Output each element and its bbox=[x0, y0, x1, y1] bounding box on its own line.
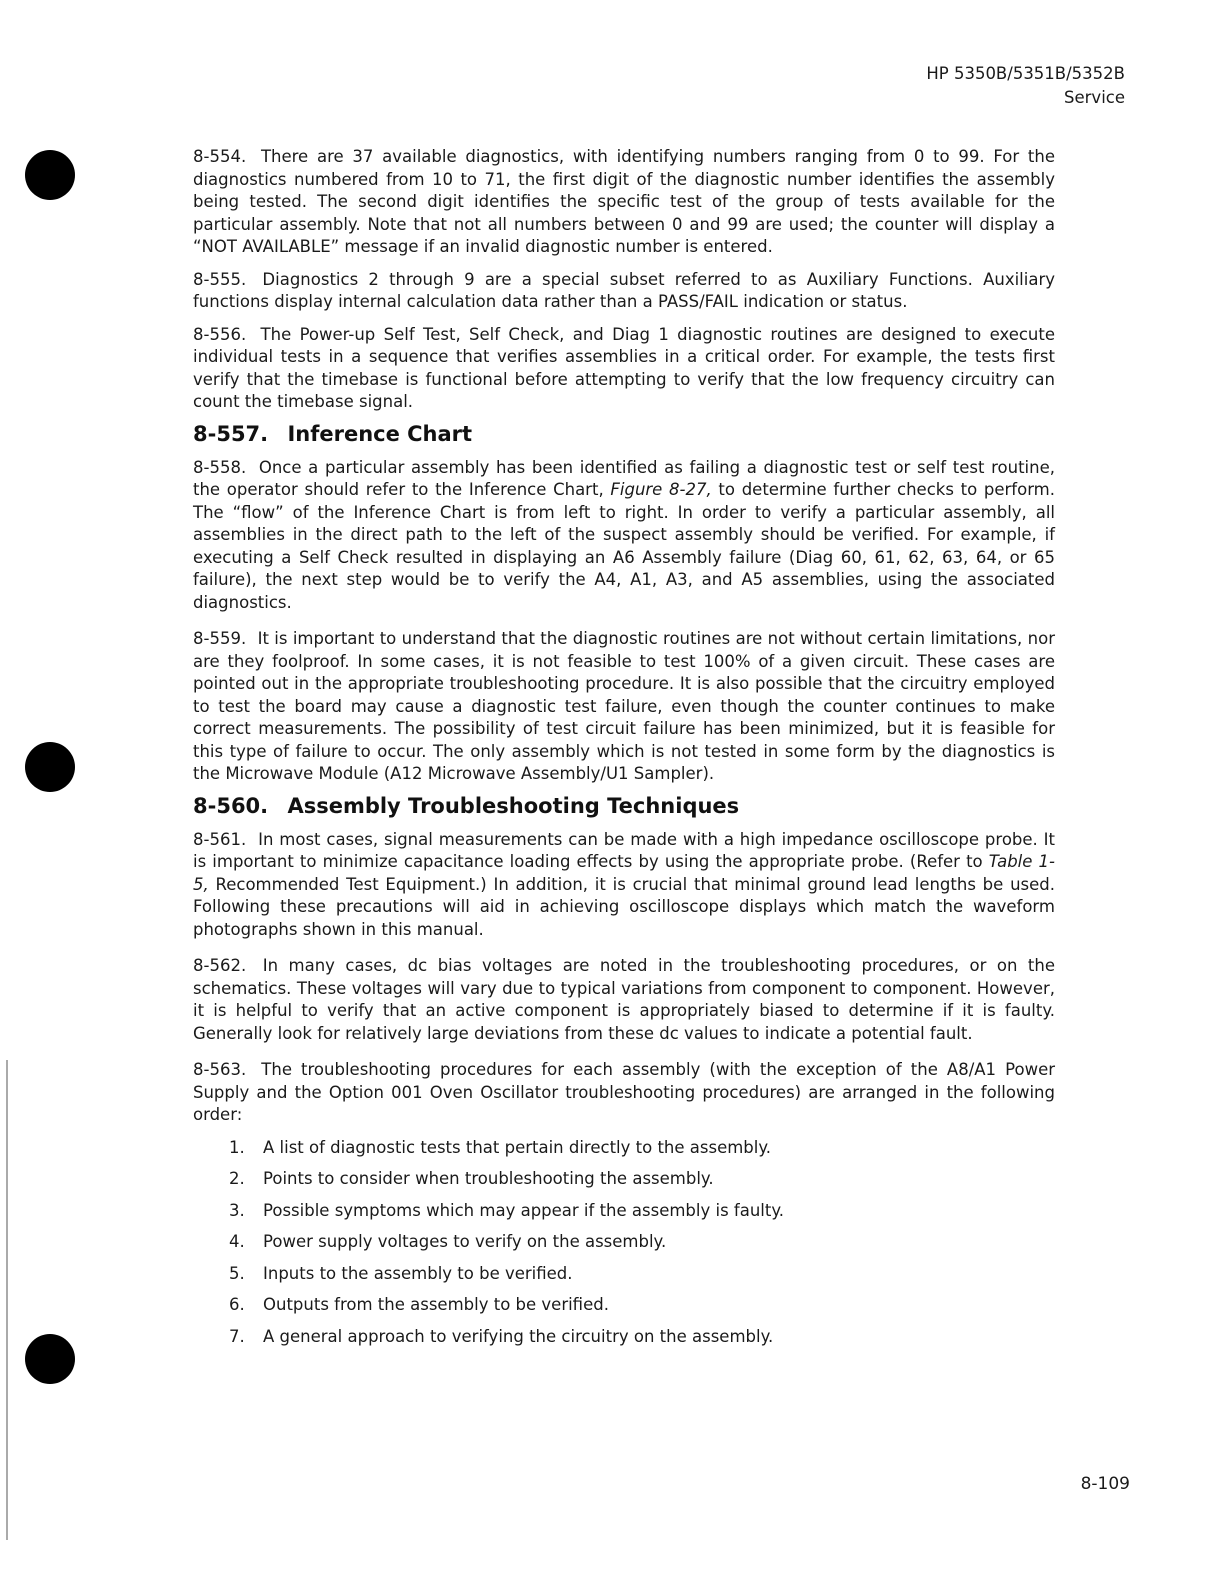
header-model: HP 5350B/5351B/5352B bbox=[926, 64, 1125, 83]
page-content bbox=[193, 146, 1055, 1357]
paragraph-number: 8-555. bbox=[193, 269, 247, 289]
binder-hole-bottom bbox=[25, 1334, 75, 1384]
paragraph-text: It is important to understand that the diagnostic routines are not without certain limitations, nor are they foolproof. In some cases, it is not feasible to test 100% of a given circuit. These cases are pointed out in the appropriate troubleshooting procedure. It is also possible that the circuitry employed to test the board may cause a diagnostic test failure, even though the counter continues to make correct measurements. The possibility of test circuit failure has been minimized, but it is feasible for this type of failure to occur. The only assembly which is not tested in some form by the diagnostics is the Microwave Module (A12 Microwave Assembly/U1 Sampler). bbox=[193, 629, 1056, 783]
binder-hole-middle bbox=[25, 742, 75, 792]
heading-assembly-troubleshooting bbox=[193, 792, 1055, 820]
list-item bbox=[193, 1137, 1055, 1159]
table-reference: Table 1-5, bbox=[193, 852, 1055, 894]
paragraph-8-562 bbox=[193, 955, 1055, 1045]
paragraph-8-555 bbox=[193, 269, 1055, 314]
paragraph-text: The Power-up Self Test, Self Check, and Diag 1 diagnostic routines are designed to execute individual tests in a sequence that verifies assemblies in a critical order. For example, the tests first verify that the timebase is functional before attempting to verify that the low frequency circuitry can count the timebase signal. bbox=[193, 324, 1056, 411]
paragraph-text: In many cases, dc bias voltages are noted in the troubleshooting procedures, or on the schematics. These voltages will vary due to typical variations from component to component. However, it is helpful to verify that an active component is appropriately biased to determine if it is faulty. Generally look for relatively large deviations from these dc values to indicate a potential fault. bbox=[193, 956, 1056, 1043]
list-item-text: Possible symptoms which may appear if the assembly is faulty. bbox=[263, 1200, 784, 1220]
paragraph-number: 8-562. bbox=[193, 956, 247, 975]
figure-reference: Figure 8-27, bbox=[610, 480, 712, 499]
paragraph-text: The troubleshooting procedures for each assembly (with the exception of the A8/A1 Power Supply and the Option 001 Oven Oscillator troubleshooting procedures) are arranged in the following order: bbox=[193, 1060, 1055, 1124]
paragraph-number: 8-563. bbox=[193, 1060, 247, 1079]
paragraph-text: Once a particular assembly has been identified as failing a diagnostic test or self test routine, the operator should refer to the Inference Chart, bbox=[193, 457, 1055, 499]
list-item-text: Outputs from the assembly to be verified. bbox=[263, 1295, 609, 1314]
list-item bbox=[193, 1231, 1055, 1253]
list-item-number: 3. bbox=[229, 1200, 245, 1220]
heading-number: 8-560. bbox=[193, 793, 269, 818]
list-item-text: A list of diagnostic tests that pertain directly to the assembly. bbox=[263, 1137, 772, 1157]
paragraph-8-563 bbox=[193, 1059, 1055, 1127]
heading-title: Inference Chart bbox=[287, 421, 473, 446]
paragraph-8-558 bbox=[193, 457, 1055, 615]
paragraph-number: 8-561. bbox=[193, 829, 247, 849]
paragraph-number: 8-559. bbox=[193, 629, 247, 648]
paragraph-number: 8-558. bbox=[193, 457, 247, 477]
header-section: Service bbox=[1064, 88, 1125, 107]
list-item bbox=[193, 1294, 1055, 1316]
page-edge-mark bbox=[6, 1060, 8, 1540]
heading-title: Assembly Troubleshooting Techniques bbox=[287, 793, 740, 818]
list-item-text: Power supply voltages to verify on the assembly. bbox=[263, 1232, 667, 1251]
list-item bbox=[193, 1200, 1055, 1222]
binder-hole-top bbox=[25, 150, 75, 200]
list-item-number: 6. bbox=[229, 1295, 245, 1314]
paragraph-text-continued: Recommended Test Equipment.) In addition, it is crucial that minimal ground lead lengths be used. Following these precautions will aid in achieving oscilloscope displays which match the waveform photographs shown in this manual. bbox=[193, 874, 1055, 939]
paragraph-number: 8-554. bbox=[193, 147, 247, 166]
paragraph-8-556 bbox=[193, 324, 1055, 414]
list-item bbox=[193, 1263, 1055, 1285]
list-item-text: Inputs to the assembly to be verified. bbox=[263, 1263, 573, 1283]
list-item-text: A general approach to verifying the circuitry on the assembly. bbox=[263, 1326, 774, 1346]
paragraph-8-559 bbox=[193, 628, 1055, 786]
list-item-number: 5. bbox=[229, 1263, 245, 1283]
page-number: 8-109 bbox=[1080, 1474, 1130, 1494]
list-item bbox=[193, 1326, 1055, 1348]
list-item-number: 7. bbox=[229, 1326, 245, 1346]
paragraph-number: 8-556. bbox=[193, 324, 247, 344]
paragraph-text-continued: to determine further checks to perform. The “flow” of the Inference Chart is from left to right. In order to verify a particular assembly, all assemblies in the direct path to the left of the suspect assembly should be verified. For example, if executing a Self Check resulted in displaying an A6 Assembly failure (Diag 60, 61, 62, 63, 64, or 65 failure), the next step would be to verify the A4, A1, A3, and A5 assemblies, using the associated diagnostics. bbox=[193, 480, 1056, 612]
list-item-text: Points to consider when troubleshooting the assembly. bbox=[263, 1169, 714, 1188]
paragraph-8-554 bbox=[193, 146, 1055, 259]
heading-number: 8-557. bbox=[193, 421, 269, 446]
page-header bbox=[926, 62, 1125, 110]
list-item-number: 2. bbox=[229, 1169, 245, 1188]
procedure-order-list bbox=[193, 1137, 1055, 1348]
paragraph-text: There are 37 available diagnostics, with identifying numbers ranging from 0 to 99. For the diagnostics numbered from 10 to 71, the first digit of the diagnostic number identifies the assembly being tested. The second digit identifies the specific test of the group of tests available for the particular assembly. Note that not all numbers between 0 and 99 are used; the counter will display a “NOT AVAILABLE” message if an invalid diagnostic number is entered. bbox=[193, 147, 1055, 256]
list-item-number: 1. bbox=[229, 1137, 245, 1157]
heading-inference-chart bbox=[193, 420, 1055, 448]
paragraph-8-561 bbox=[193, 829, 1055, 942]
list-item bbox=[193, 1168, 1055, 1190]
list-item-number: 4. bbox=[229, 1232, 245, 1251]
paragraph-text: In most cases, signal measurements can be made with a high impedance oscilloscope probe. It is important to minimize capacitance loading effects by using the appropriate probe. (Refer to bbox=[193, 829, 1055, 871]
paragraph-text: Diagnostics 2 through 9 are a special subset referred to as Auxiliary Functions. Auxiliary functions display internal calculation data rather than a PASS/FAIL indication or status. bbox=[193, 269, 1055, 311]
